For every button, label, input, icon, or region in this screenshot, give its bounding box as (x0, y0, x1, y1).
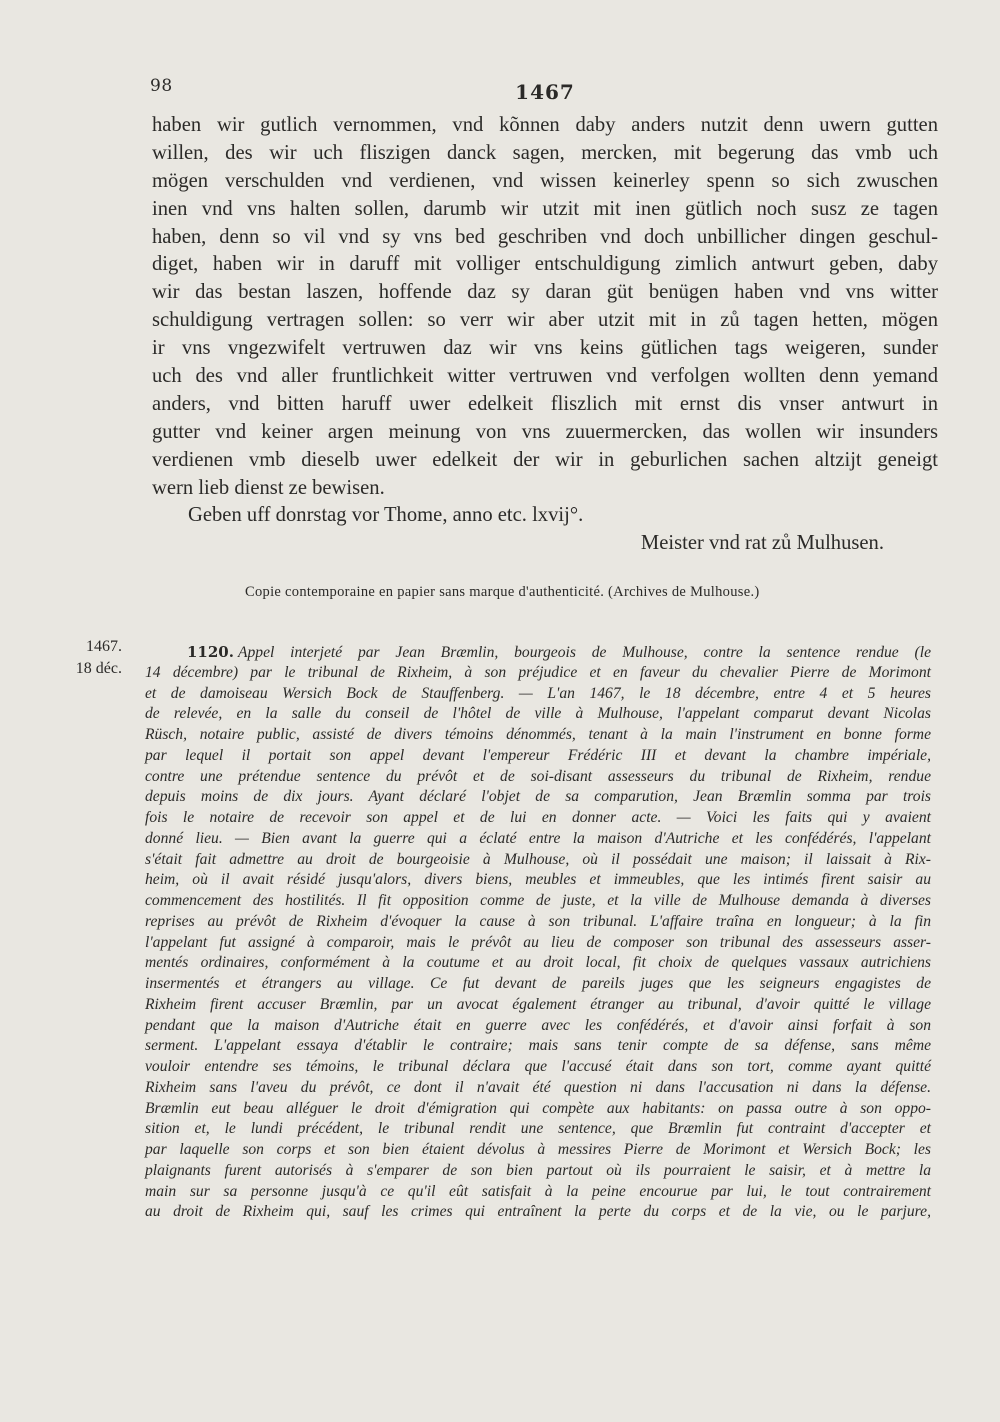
entry-1120 (145, 642, 931, 1223)
entry-line: par laquelle son corps et son bien étaient dévolus à messires Pierre de Morimont et Wersich Bock; les (145, 1141, 931, 1158)
entry-line: Rixheim sans l'aveu du prévôt, ce dont il n'avait été question ni dans l'accusation ni dans la défense. (145, 1078, 931, 1096)
letter-line: haben, denn so vil vnd sy vns bed geschriben vnd doch unbillicher dingen geschul- (152, 225, 938, 248)
source-note: Copie contemporaine en papier sans marque d'authenticité. (Archives de Mulhouse.) (245, 584, 760, 600)
entry-line: Rixheim firent accuser Bræmlin, par un avocat également étranger au tribunal, d'avoir quitté le village (145, 995, 931, 1013)
margin-date (56, 636, 122, 680)
entry-line: heim, où il avait résidé jusqu'alors, divers biens, meubles et immeubles, que les intimés firent saisir au (145, 871, 931, 889)
entry-line: serment. L'appelant essaya d'établir le contraire; mais sans tenir compte de sa défense, sans même (145, 1037, 931, 1055)
letter-line: uch des vnd aller fruntlichkeit witter vertruwen vnd verfolgen wollten denn yemand (152, 365, 938, 388)
entry-line: au droit de Rixheim qui, sauf les crimes qui entraînent la perte du corps et de la vie, ou le parjure, (145, 1203, 931, 1221)
entry-line-first (145, 642, 931, 663)
entry-line: fois le notaire de recevoir son appel et de lui en donner acte. — Voici les faits qui y avaient (145, 809, 931, 826)
letter-line: ir vns vngezwifelt vertruwen daz wir vns keins gütlichen tags weigeren, sunder (152, 337, 938, 360)
letter-line: wir das bestan laszen, hoffende daz sy daran güt benügen haben vnd vns witter (152, 281, 938, 304)
entry-line: et de damoiseau Wersich Bock de Stauffenberg. — L'an 1467, le 18 décembre, entre 4 et 5 heures (145, 684, 931, 702)
entry-line: vouloir entendre ses témoins, le tribunal déclara que l'accusé était dans son tort, comme ayant quitté (145, 1058, 931, 1075)
letter-line: diget, haben wir in daruff mit volliger entschuldigung zimlich antwurt geben, daby (152, 253, 938, 276)
margin-year: 1467. (86, 638, 122, 655)
letter-line: anders, vnd bitten haruff uwer edelkeit fliszlich mit ernst dis vnser antwurt in (152, 392, 938, 415)
letter-signature: Meister vnd rat zů Mulhusen. (640, 532, 884, 555)
entry-line: par lequel il portait son appel devant l'empereur Frédéric III et devant la chambre impériale, (145, 746, 931, 764)
entry-line: main sur sa personne jusqu'à ce qu'il eût satisfait à la peine encourue par lui, le tout contrairement (145, 1182, 931, 1200)
entry-line: reprises au prévôt de Rixheim d'évoquer la cause à son tribunal. L'affaire traîna en longueur; à la fin (145, 912, 931, 930)
entry-line: de relevée, en la salle du conseil de l'hôtel de ville à Mulhouse, l'appelant comparut devant Nicolas (145, 705, 931, 723)
entry-line: 14 décembre) par le tribunal de Rixheim, à son préjudice et en faveur du chevalier Pierre de Morimont (145, 663, 931, 681)
entry-line: pendant que la maison d'Autriche était en guerre avec les confédérés, et d'avoir ainsi forfait à son (145, 1016, 931, 1034)
letter-line: mögen verschulden vnd verdienen, vnd wissen keinerley spenn so sich zwuschen (152, 169, 938, 192)
entry-line: commencement des hostilités. Il fit opposition comme de juste, et la ville de Mulhouse demanda à diverses (145, 892, 931, 909)
letter-line: gutter vnd keiner argen meinung von vns zuuermercken, das wollen wir insunders (152, 420, 938, 443)
letter-dating: Geben uff donrstag vor Thome, anno etc. lxvij°. (188, 504, 584, 527)
letter-line: wern lieb dienst ze bewisen. (152, 476, 385, 499)
entry-line: sition et, le lundi précédent, le tribunal rendit une sentence, que Bræmlin fut contraint d'accepter et (145, 1120, 931, 1138)
entry-line: contre une prétendue sentence du prévôt et de soi-disant assesseurs du tribunal de Rixheim, rendue (145, 767, 931, 785)
entry-line: l'appelant fut assigné à comparoir, mais le prévôt au lieu de composer son tribunal des assesseurs asser- (145, 933, 931, 951)
entry-line: depuis moins de dix jours. Ayant déclaré l'objet de sa comparution, Jean Bræmlin somma par trois (145, 788, 931, 806)
entry-line: plaignants furent autorisés à s'emparer de son bien partout où ils pourraient le saisir, et à mettre la (145, 1161, 931, 1179)
letter-line: inen vnd vns halten sollen, darumb wir utzit mit inen gütlich noch susz ze tagen (152, 197, 938, 220)
entry-line-text: Appel interjeté par Jean Bræmlin, bourgeois de Mulhouse, contre la sentence rendue (le (237, 644, 931, 661)
entry-line: mentés ordinaires, conformément à la coutume et au droit local, fit choix de quelques vassaux autrichiens (145, 954, 931, 972)
entry-line: Rüsch, notaire public, assisté de divers témoins dénommés, tenant à la main l'instrument en bonne forme (145, 726, 931, 743)
german-letter-text (152, 112, 938, 558)
running-title: 1467 (515, 80, 575, 104)
entry-line: insermentés et étrangers au village. Ce fut devant de pareils juges que les seigneurs engagistes de (145, 975, 931, 992)
page-number: 98 (150, 76, 173, 96)
letter-line: haben wir gutlich vernommen, vnd kõnnen daby anders nutzit denn uwern gutten (152, 114, 938, 136)
margin-day: 18 déc. (75, 660, 122, 677)
entry-number: 1120. (187, 643, 234, 661)
letter-line: verdienen vmb dieselb uwer edelkeit der wir in geburlichen sachen altzijt geneigt (152, 448, 938, 471)
entry-line: donné lieu. — Bien avant la guerre qui a éclaté entre la maison d'Autriche et les confédérés, l'appelant (145, 829, 931, 847)
entry-line: s'était fait admettre au droit de bourgeoisie à Mulhouse, où il possédait une maison; il laissait à Rix- (145, 850, 931, 868)
entry-line: Bræmlin eut beau alléguer le droit d'émigration qui compète aux habitants: on passa outre à son oppo- (145, 1099, 931, 1117)
letter-line: willen, des wir uch fliszigen danck sagen, mercken, mit begerung das vmb uch (152, 141, 938, 164)
letter-line: schuldigung vertragen sollen: so verr wir aber utzit mit in zů tagen hetten, mögen (152, 309, 938, 332)
